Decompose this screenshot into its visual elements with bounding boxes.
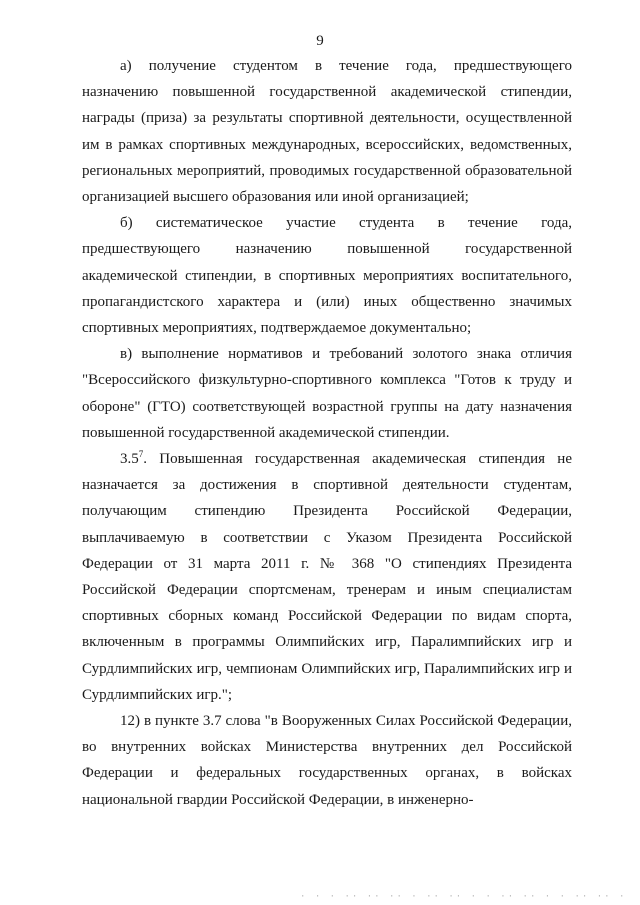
paragraph-b-text: б) систематическое участие студента в течение года, предшествующего назначению повышенной государственной академической стипендии, в спортивных мероприятиях воспитательного, пропагандистского характера и (или) иных общественно значимых спортивных мероприятиях, подтверждаемое документально;	[82, 215, 572, 337]
paragraph-v	[82, 341, 572, 446]
paragraph-b	[82, 210, 572, 341]
paragraph-a-text: а) получение студентом в течение года, предшествующего назначению повышенной государственной академической стипендии, награды (приза) за результаты спортивной деятельности, осуществленной им в рамках спортивных международных, всероссийских, ведомственных, региональных мероприятий, проводимых государственной образовательной организацией высшего образования или иной организацией;	[82, 58, 572, 206]
clause-superscript: 7	[138, 449, 144, 460]
paragraph-12	[82, 708, 572, 813]
paragraph-v-text: в) выполнение нормативов и требований золотого знака отличия "Всероссийского физкультурно-спортивного комплекса "Готов к труду и обороне" (ГТО) соответствующей возрастной группы на дату назначения повышенной государственной академической стипендии.	[82, 346, 572, 441]
document-body	[82, 53, 572, 813]
paragraph-12-text: 12) в пункте 3.7 слова "в Вооруженных Силах Российской Федерации, во внутренних войсках Министерства внутренних дел Российской Федерации и федеральных государственных органах, в войсках национальной гвардии Российской Федерации, в инженерно-	[82, 713, 572, 808]
paragraph-3-5-7-text: . Повышенная государственная академическая стипендия не назначается за достижения в спортивной деятельности студентам, получающим стипендию Президента Российской Федерации, выплачиваемую в соответствии с Указом Президента Российской Федерации от 31 марта 2011 г. № 368 "О стипендиях Президента Российской Федерации спортсменам, тренерам и иным специалистам спортивных сборных команд Российской Федерации по видам спорта, включенным в программы Олимпийских игр, Паралимпийских игр и Сурдлимпийских игр, чемпионам Олимпийских игр, Паралимпийских игр и Сурдлимпийских игр.";	[82, 451, 572, 703]
footer-scan-marks: · · · ·· ·· ·· · ·· ·· · · ·· ·· · · ·· ·· ·	[300, 894, 627, 900]
paragraph-a	[82, 53, 572, 210]
paragraph-3-5-7	[82, 446, 572, 708]
page-number: 9	[316, 33, 324, 49]
clause-number: 3.5	[120, 451, 139, 468]
